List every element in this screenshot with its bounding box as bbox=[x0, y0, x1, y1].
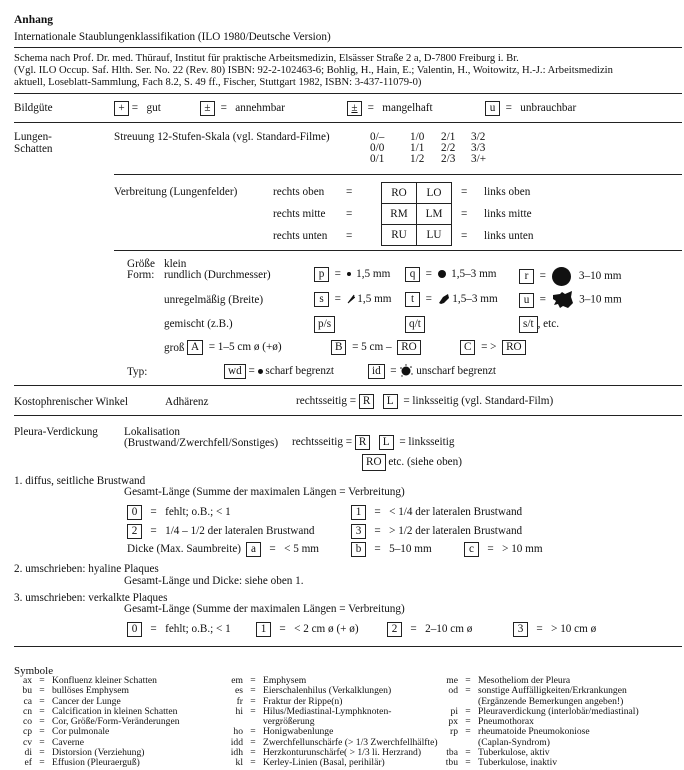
divider bbox=[114, 250, 682, 251]
list-item: cv = Caverne bbox=[22, 736, 84, 748]
list-item: idh = Herzkonturunschärfe( > 1/3 li. Herzrand) bbox=[230, 747, 422, 759]
symbole-col-1 bbox=[14, 676, 180, 769]
divider bbox=[114, 174, 682, 175]
symbole-col-3 bbox=[440, 676, 639, 769]
reference-line-2: (Vgl. ILO Occup. Saf. Hlth. Ser. No. 22 (Rev. 80) ISBN: 92-2-102463-6; Bohlig, H., Hain, E.; Valentin, H., Woitowitz, H.-J.: Arbeitsmedizin bbox=[14, 65, 613, 76]
cell-ru: RU bbox=[382, 225, 417, 246]
pleura-sides: rechtsseitig = R L = linksseitig bbox=[292, 436, 455, 448]
list-item: (Ergänzende Bemerkungen angeben!) bbox=[478, 695, 624, 707]
list-item: fr = Fraktur der Rippe(n) bbox=[236, 695, 343, 707]
list-item: tbu = Tuberkulose, inaktiv bbox=[445, 757, 558, 769]
list-item: px = Pneumothorax bbox=[448, 716, 534, 728]
divider bbox=[14, 415, 682, 416]
shape-p: p = 1,5 mm bbox=[314, 267, 390, 282]
diffus-1: 1 = < 1/4 der lateralen Brustwand bbox=[351, 505, 522, 520]
streuung-label: Streuung 12-Stufen-Skala (vgl. Standard-Filme) bbox=[114, 131, 330, 143]
typ-id: id = unscharf begrenzt bbox=[368, 364, 496, 379]
diffus-0: 0 = fehlt; o.B.; < 1 bbox=[127, 505, 231, 520]
divider bbox=[14, 385, 682, 386]
divider bbox=[14, 646, 682, 647]
list-item: ax = Konfluenz kleiner Schatten bbox=[22, 675, 157, 686]
irregular-small-icon bbox=[347, 294, 355, 304]
cell-rm: RM bbox=[382, 204, 417, 225]
reference-line-1: Schema nach Prof. Dr. med. Thürauf, Institut für praktische Arbeitsmedizin, Elsässer Straße 2 a, D-7800 Freiburg i. Br. bbox=[14, 53, 519, 64]
diffus-2: 2 = 1/4 – 1/2 der lateralen Brustwand bbox=[127, 524, 315, 539]
large-A: A = 1–5 cm ø (+ø) bbox=[187, 340, 282, 355]
page-title: Anhang bbox=[14, 14, 53, 26]
list-item: me = Mesotheliom der Pleura bbox=[446, 675, 571, 686]
list-item: rp = rheumatoide Pneumokoniose bbox=[450, 726, 590, 738]
list-item: vergrößerung bbox=[263, 716, 315, 728]
mixed-ps: p/s bbox=[314, 316, 335, 333]
symbole-col-2 bbox=[225, 676, 438, 769]
verkalkt-1: 1 = < 2 cm ø (+ ø) bbox=[256, 622, 359, 637]
verbreitung-label: Verbreitung (Lungenfelder) bbox=[114, 186, 238, 198]
list-item: es = Eierschalenhilus (Verkalklungen) bbox=[235, 685, 392, 697]
kosto-sides: rechtsseitig = R L = linksseitig (vgl. Standard-Film) bbox=[296, 395, 554, 407]
bildguete-mangelhaft: ± = mangelhaft bbox=[347, 101, 433, 116]
cell-lo: LO bbox=[417, 183, 452, 204]
bildguete-label: Bildgüte bbox=[14, 102, 53, 114]
verkalkt-2: 2 = 2–10 cm ø bbox=[387, 622, 472, 637]
shape-u: u = 3–10 mm bbox=[519, 291, 622, 309]
lung-field-grid bbox=[381, 182, 452, 246]
list-item: di = Distorsion (Verziehung) bbox=[24, 747, 145, 759]
code-box-plus: + bbox=[114, 101, 129, 116]
list-item: ho = Honigwabenlunge bbox=[233, 726, 334, 738]
fuzzy-blob-icon bbox=[399, 364, 413, 378]
list-item: cn = Calcification in kleinen Schatten bbox=[22, 705, 178, 717]
list-item: hi = Hilus/Mediastinal-Lymphknoten- bbox=[235, 705, 392, 717]
code-box-plusminus-underlined: ± bbox=[347, 101, 362, 116]
list-item: bu = bullöses Emphysem bbox=[22, 685, 130, 697]
verkalkt-0: 0 = fehlt; o.B.; < 1 bbox=[127, 622, 231, 637]
large-dot-icon bbox=[552, 267, 571, 286]
sharp-dot-icon bbox=[258, 369, 263, 374]
medium-dot-icon bbox=[438, 270, 446, 278]
list-item: idd = Zwerchfellunschärfe (> 1/3 Zwerchfellhälfte) bbox=[230, 736, 438, 748]
dicke-b: b = 5–10 mm bbox=[351, 542, 432, 557]
pleura-ro: RO etc. (siehe oben) bbox=[362, 454, 462, 471]
typ-wd: wd = scharf begrenzt bbox=[224, 364, 334, 379]
bildguete-gut: + = gut bbox=[114, 101, 161, 116]
shape-q: q = 1,5–3 mm bbox=[405, 267, 496, 282]
cell-lm: LM bbox=[417, 204, 452, 225]
large-B: B = 5 cm – RO bbox=[331, 340, 421, 355]
bildguete-unbrauchbar: u = unbrauchbar bbox=[485, 101, 576, 116]
dicke-a: a = < 5 mm bbox=[246, 542, 319, 557]
symbole-title: Symbole bbox=[14, 665, 54, 677]
irregular-large-icon bbox=[552, 291, 574, 309]
shape-r: r = 3–10 mm bbox=[519, 267, 621, 286]
lungen-label-2: Schatten bbox=[14, 143, 53, 155]
list-item: kl = Kerley-Linien (Basal, perihilär) bbox=[235, 757, 385, 769]
list-item: ca = Cancer der Lunge bbox=[23, 695, 121, 707]
page-subtitle: Internationale Staublungenklassifikation (ILO 1980/Deutsche Version) bbox=[14, 31, 331, 43]
list-item: tba = Tuberkulose, aktiv bbox=[446, 747, 550, 759]
shape-t: t = 1,5–3 mm bbox=[405, 292, 498, 307]
lungen-label-1: Lungen- bbox=[14, 131, 52, 143]
divider bbox=[14, 47, 682, 48]
divider bbox=[14, 93, 682, 94]
list-item: co = Cor, Größe/Form-Veränderungen bbox=[22, 716, 180, 728]
large-C: C = > RO bbox=[460, 340, 526, 355]
dicke-c: c = > 10 mm bbox=[464, 542, 543, 557]
cell-lu: LU bbox=[417, 225, 452, 246]
list-item: (Caplan-Syndrom) bbox=[478, 736, 550, 748]
list-item: em = Emphysem bbox=[231, 675, 307, 686]
small-dot-icon bbox=[347, 272, 351, 276]
code-box-u: u bbox=[485, 101, 500, 116]
diffus-3: 3 = > 1/2 der lateralen Brustwand bbox=[351, 524, 522, 539]
mixed-st: s/t , etc. bbox=[519, 316, 559, 333]
list-item: cp = Cor pulmonale bbox=[22, 726, 110, 738]
list-item: ef = Effusion (Pleuraerguß) bbox=[24, 757, 140, 769]
reference-line-3: aktuell, Loseblatt-Sammlung, Fach 8.2, S. 49 ff., Fischer, Stuttgart 1982, ISBN: 3-437-11079-0) bbox=[14, 77, 422, 88]
irregular-medium-icon bbox=[438, 293, 450, 305]
list-item: od = sonstige Auffälligkeiten/Erkrankungen bbox=[448, 685, 627, 697]
verkalkt-3: 3 = > 10 cm ø bbox=[513, 622, 596, 637]
mixed-qt: q/t bbox=[405, 316, 425, 333]
list-item: pi = Pleuraverdickung (interlobär/mediastinal) bbox=[450, 705, 639, 717]
divider bbox=[14, 122, 682, 123]
bildguete-annehmbar: ± = annehmbar bbox=[200, 101, 285, 116]
cell-ro: RO bbox=[382, 183, 417, 204]
shape-s: s = 1,5 mm bbox=[314, 292, 391, 307]
code-box-plusminus: ± bbox=[200, 101, 215, 116]
